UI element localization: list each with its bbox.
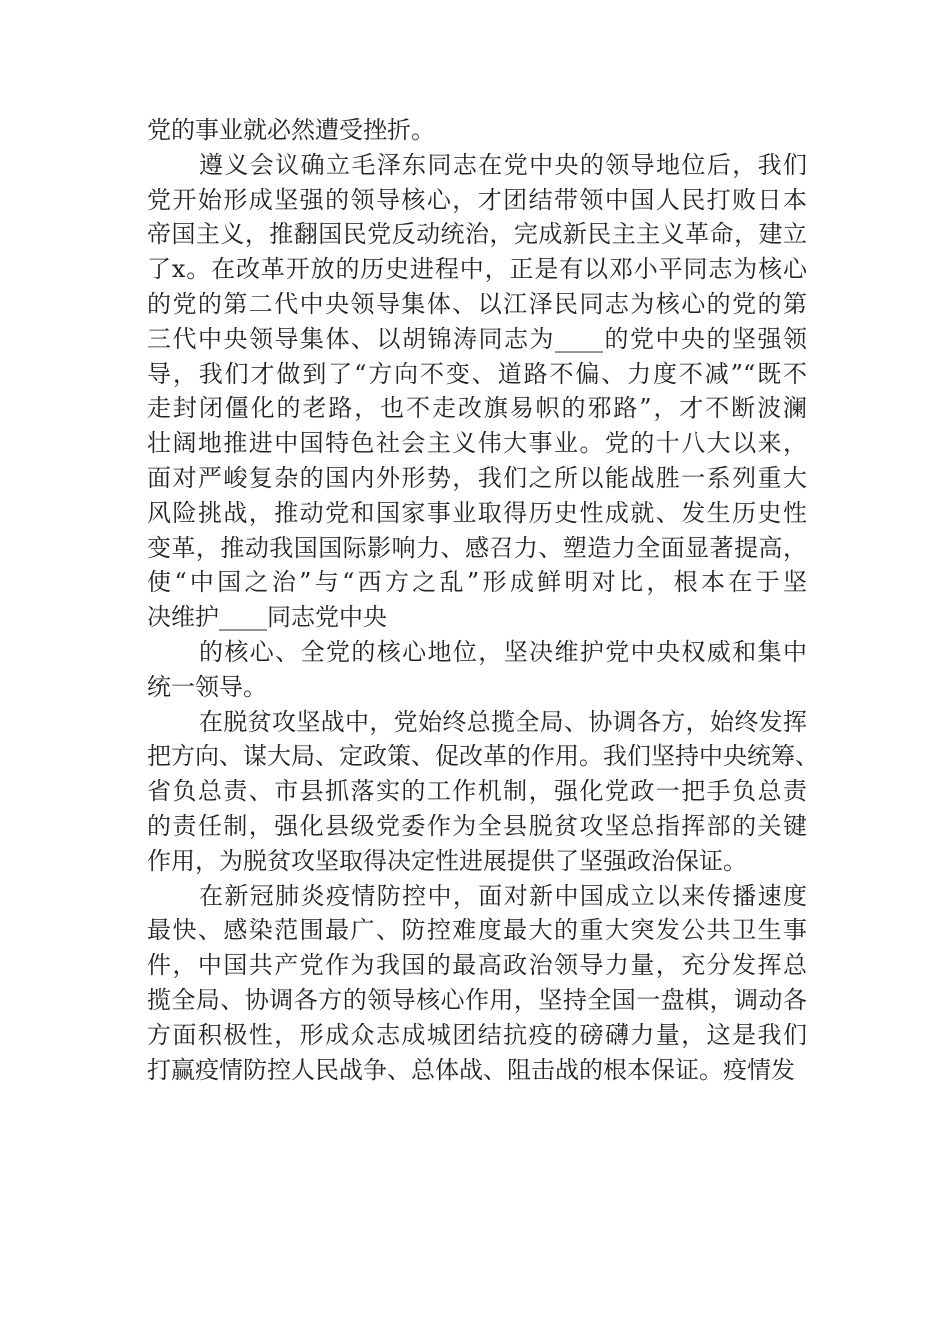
text-line: 揽全局、协调各方的领导核心作用，坚持全国一盘棋，调动各	[147, 985, 807, 1014]
text-line: 件，中国共产党作为我国的最高政治领导力量，充分发挥总	[147, 951, 807, 980]
text-line: 把方向、谋大局、定政策、促改革的作用。我们坚持中央统筹、	[147, 742, 819, 771]
text-line: 在新冠肺炎疫情防控中，面对新中国成立以来传播速度	[199, 881, 807, 910]
paragraph	[147, 113, 807, 148]
paragraph	[147, 148, 807, 635]
text-line: 方面积极性，形成众志成城团结抗疫的磅礴力量，这是我们	[147, 1020, 807, 1049]
text-line: 党的事业就必然遭受挫折。	[147, 116, 435, 144]
paragraph	[147, 705, 819, 879]
text-line: 在脱贫攻坚战中，党始终总揽全局、协调各方，始终发挥	[199, 707, 807, 736]
text-line: 省负总责、市县抓落实的工作机制，强化党政一把手负总责	[147, 777, 807, 806]
text-line: 壮阔地推进中国特色社会主义伟大事业。党的十八大以来，	[147, 429, 807, 458]
paragraph	[147, 879, 807, 1088]
text-line: 了x。在改革开放的历史进程中，正是有以邓小平同志为核心	[147, 255, 807, 284]
text-line: 遵义会议确立毛泽东同志在党中央的领导地位后，我们	[199, 150, 807, 179]
text-line: 党开始形成坚强的领导核心，才团结带领中国人民打败日本	[147, 185, 807, 214]
text-line: 作用，为脱贫攻坚取得决定性进展提供了坚强政治保证。	[147, 846, 747, 875]
text-line: 变革，推动我国国际影响力、感召力、塑造力全面显著提高，	[147, 533, 807, 562]
text-line: 导，我们才做到了“方向不变、道路不偏、力度不减”“既不	[147, 359, 807, 388]
text-line: 的党的第二代中央领导集体、以江泽民同志为核心的党的第	[147, 289, 807, 318]
text-line: 决维护____同志党中央	[147, 603, 387, 632]
text-line: 三代中央领导集体、以胡锦涛同志为____的党中央的坚强领	[147, 324, 807, 353]
text-line: 打赢疫情防控人民战争、总体战、阻击战的根本保证。疫情发	[147, 1055, 795, 1084]
text-line: 使“中国之治”与“西方之乱”形成鲜明对比，根本在于坚	[147, 568, 807, 597]
document-body	[147, 113, 819, 1087]
text-line: 走封闭僵化的老路，也不走改旗易帜的邪路”，才不断波澜	[147, 394, 807, 423]
text-line: 面对严峻复杂的国内外形势，我们之所以能战胜一系列重大	[147, 463, 807, 492]
paragraph	[147, 635, 807, 705]
text-line: 风险挑战，推动党和国家事业取得历史性成就、发生历史性	[147, 498, 807, 527]
text-line: 的核心、全党的核心地位，坚决维护党中央权威和集中	[199, 637, 807, 666]
text-line: 最快、感染范围最广、防控难度最大的重大突发公共卫生事	[147, 916, 807, 945]
text-line: 统一领导。	[147, 672, 267, 701]
text-line: 的责任制，强化县级党委作为全县脱贫攻坚总指挥部的关键	[147, 811, 807, 840]
text-line: 帝国主义，推翻国民党反动统治，完成新民主主义革命，建立	[147, 220, 807, 249]
